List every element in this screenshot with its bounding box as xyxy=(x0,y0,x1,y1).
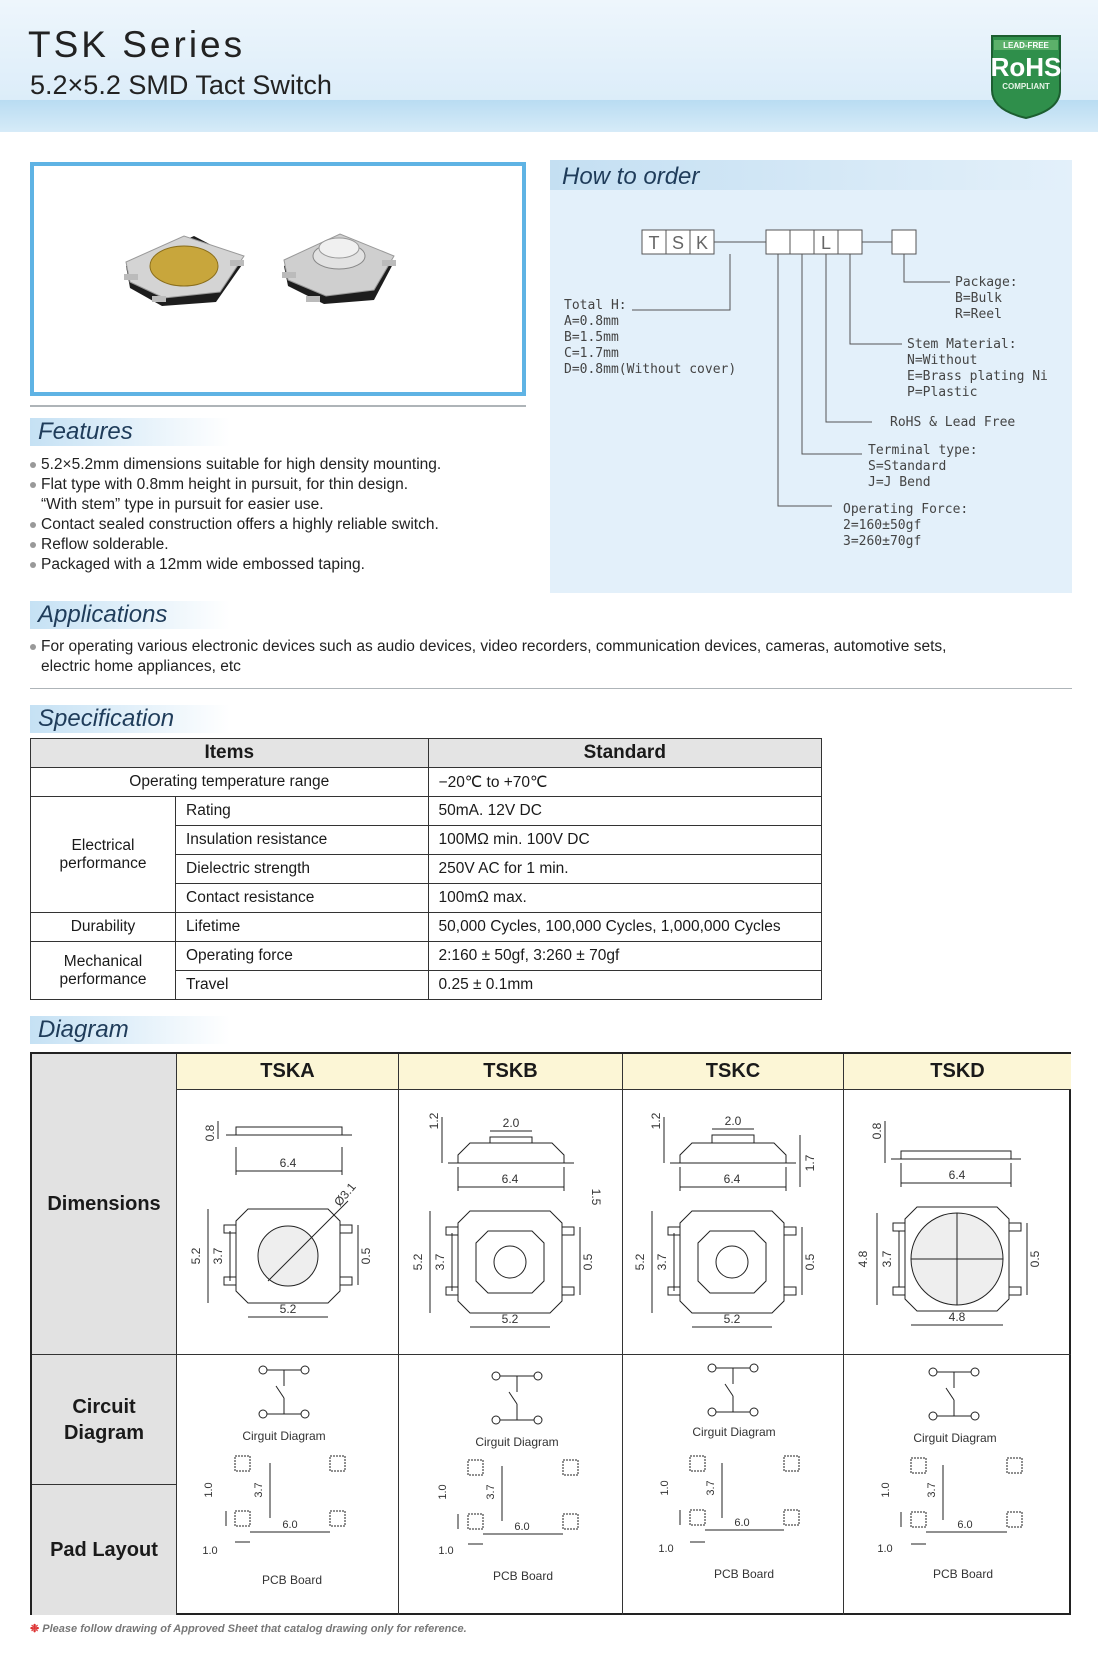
svg-text:6.4: 6.4 xyxy=(279,1156,297,1170)
features-title: Features xyxy=(30,418,230,446)
svg-text:6.4: 6.4 xyxy=(501,1172,519,1186)
feature-item: 5.2×5.2mm dimensions suitable for high density mounting. xyxy=(30,455,510,475)
svg-text:4.8: 4.8 xyxy=(856,1250,870,1268)
svg-text:6.0: 6.0 xyxy=(734,1517,750,1529)
tskc-circuit-pad-drawing xyxy=(624,1356,843,1613)
terminal-type-legend: Terminal type: S=Standard J=J Bend xyxy=(868,443,978,490)
diagram-title: Diagram xyxy=(30,1016,230,1044)
model-tskc: TSKC xyxy=(623,1054,844,1090)
table-row: Insulation resistance 100MΩ min. 100V DC xyxy=(31,826,822,855)
svg-text:K: K xyxy=(695,233,709,253)
svg-text:0.5: 0.5 xyxy=(803,1253,817,1271)
product-photo xyxy=(30,162,526,396)
svg-text:PCB Board: PCB Board xyxy=(492,1569,554,1583)
table-row: Electrical performance Rating 50mA. 12V DC xyxy=(31,797,822,826)
svg-text:LEAD-FREE: LEAD-FREE xyxy=(1003,41,1049,50)
svg-text:3.7: 3.7 xyxy=(433,1253,447,1271)
features-list xyxy=(30,455,510,575)
svg-text:3.7: 3.7 xyxy=(253,1482,265,1498)
model-tskb: TSKB xyxy=(399,1054,623,1090)
svg-text:PCB Board: PCB Board xyxy=(713,1567,775,1581)
svg-text:Ø3.1: Ø3.1 xyxy=(331,1179,359,1209)
model-tskd: TSKD xyxy=(844,1054,1071,1090)
tskb-circuit-pad-drawing xyxy=(400,1356,622,1613)
svg-text:1.0: 1.0 xyxy=(659,1480,671,1496)
divider xyxy=(30,405,526,407)
how-to-order-panel xyxy=(550,160,1072,593)
svg-text:3.7: 3.7 xyxy=(926,1482,938,1498)
tska-circuit-pad-drawing xyxy=(178,1356,398,1613)
spec-header-items: Items xyxy=(31,739,429,768)
diagram-grid xyxy=(30,1052,1071,1615)
table-row: Contact resistance 100mΩ max. xyxy=(31,884,822,913)
applications-text: For operating various electronic devices such as audio devices, video recorders, communication devices, cameras, automotive sets, electric home appliances, etc xyxy=(30,637,1070,677)
spec-header-standard: Standard xyxy=(428,739,821,768)
svg-text:2.0: 2.0 xyxy=(724,1114,742,1128)
svg-text:6.0: 6.0 xyxy=(957,1519,973,1531)
svg-text:3.7: 3.7 xyxy=(655,1253,669,1271)
page-subtitle: 5.2×5.2 SMD Tact Switch xyxy=(30,70,332,100)
tskd-dimension-drawing xyxy=(845,1091,1070,1353)
svg-text:6.4: 6.4 xyxy=(723,1172,741,1186)
svg-text:Cirguit Diagram: Cirguit Diagram xyxy=(242,1429,326,1443)
table-row: Operating temperature range −20℃ to +70℃ xyxy=(31,768,822,797)
svg-text:5.2: 5.2 xyxy=(279,1302,297,1316)
svg-text:0.5: 0.5 xyxy=(1028,1250,1042,1268)
tskd-circuit-pad-drawing xyxy=(845,1356,1070,1613)
page-header xyxy=(0,0,1098,132)
svg-text:1.0: 1.0 xyxy=(203,1482,215,1498)
row-label-circuit: Circuit Diagram xyxy=(32,1355,177,1485)
how-to-order-title: How to order xyxy=(562,163,700,190)
svg-text:3.7: 3.7 xyxy=(211,1247,225,1265)
svg-text:5.2: 5.2 xyxy=(633,1253,647,1271)
svg-text:1.0: 1.0 xyxy=(202,1545,218,1557)
svg-text:0.5: 0.5 xyxy=(581,1253,595,1271)
svg-text:L: L xyxy=(820,233,832,253)
svg-text:S: S xyxy=(671,233,685,253)
table-row: Dielectric strength 250V AC for 1 min. xyxy=(31,855,822,884)
svg-text:5.2: 5.2 xyxy=(723,1312,741,1326)
svg-text:0.5: 0.5 xyxy=(359,1247,373,1265)
svg-text:3.7: 3.7 xyxy=(705,1480,717,1496)
feature-item: Contact sealed construction offers a highly reliable switch. xyxy=(30,515,510,535)
stem-material-legend: Stem Material: N=Without E=Brass plating Ni P=Plastic xyxy=(907,337,1048,400)
svg-text:6.4: 6.4 xyxy=(948,1168,966,1182)
svg-text:1.7: 1.7 xyxy=(803,1154,817,1172)
svg-text:RoHS: RoHS xyxy=(990,52,1062,82)
svg-text:1.5: 1.5 xyxy=(589,1188,603,1206)
svg-text:6.0: 6.0 xyxy=(514,1521,530,1533)
rohs-legend: RoHS & Lead Free xyxy=(890,415,1016,430)
svg-text:Cirguit Diagram: Cirguit Diagram xyxy=(475,1435,559,1449)
rohs-badge-icon xyxy=(988,32,1064,120)
footnote: ❉ Please follow drawing of Approved Sheet that catalog drawing only for reference. xyxy=(30,1623,467,1635)
row-label-dimensions: Dimensions xyxy=(32,1054,177,1355)
tska-dimension-drawing xyxy=(178,1091,398,1353)
feature-item: Packaged with a 12mm wide embossed taping. xyxy=(30,555,510,575)
svg-text:5.2: 5.2 xyxy=(501,1312,519,1326)
specification-table xyxy=(30,738,822,1000)
tskc-dimension-drawing xyxy=(624,1091,843,1353)
row-label-pad: Pad Layout xyxy=(32,1485,177,1615)
svg-text:0.8: 0.8 xyxy=(870,1122,884,1140)
operating-force-legend: Operating Force: 2=160±50gf 3=260±70gf xyxy=(843,502,969,549)
divider xyxy=(30,688,1072,689)
svg-text:Cirguit Diagram: Cirguit Diagram xyxy=(913,1431,997,1445)
svg-text:5.2: 5.2 xyxy=(189,1247,203,1265)
svg-text:2.0: 2.0 xyxy=(502,1116,520,1130)
package-legend: Package: B=Bulk R=Reel xyxy=(955,275,1018,322)
svg-text:1.0: 1.0 xyxy=(658,1543,674,1555)
svg-text:1.0: 1.0 xyxy=(437,1484,449,1500)
svg-text:PCB Board: PCB Board xyxy=(261,1573,323,1587)
table-row: Mechanical performance Operating force 2:160 ± 50gf, 3:260 ± 70gf xyxy=(31,942,822,971)
page-title: TSK Series xyxy=(28,24,246,65)
svg-text:4.8: 4.8 xyxy=(948,1310,966,1324)
model-tska: TSKA xyxy=(177,1054,399,1090)
svg-text:5.2: 5.2 xyxy=(411,1253,425,1271)
table-row: Durability Lifetime 50,000 Cycles, 100,000 Cycles, 1,000,000 Cycles xyxy=(31,913,822,942)
svg-text:3.7: 3.7 xyxy=(485,1484,497,1500)
svg-text:COMPLIANT: COMPLIANT xyxy=(1002,82,1050,91)
svg-text:1.0: 1.0 xyxy=(880,1482,892,1498)
feature-item: Reflow solderable. xyxy=(30,535,510,555)
svg-text:6.0: 6.0 xyxy=(282,1519,298,1531)
specification-title: Specification xyxy=(30,705,230,733)
table-row: Travel 0.25 ± 0.1mm xyxy=(31,971,822,1000)
svg-text:3.7: 3.7 xyxy=(880,1250,894,1268)
total-height-legend: Total H: A=0.8mm B=1.5mm C=1.7mm D=0.8mm(Without cover) xyxy=(564,298,737,377)
svg-text:0.8: 0.8 xyxy=(203,1124,217,1142)
svg-text:1.2: 1.2 xyxy=(427,1112,441,1130)
feature-item: “With stem” type in pursuit for easier use. xyxy=(41,496,324,513)
tskb-dimension-drawing xyxy=(400,1091,622,1353)
feature-item: Flat type with 0.8mm height in pursuit, for thin design. xyxy=(30,475,510,495)
svg-text:Cirguit Diagram: Cirguit Diagram xyxy=(692,1425,776,1439)
svg-text:1.0: 1.0 xyxy=(877,1543,893,1555)
applications-title: Applications xyxy=(30,601,230,629)
svg-text:PCB Board: PCB Board xyxy=(932,1567,994,1581)
svg-text:1.2: 1.2 xyxy=(649,1112,663,1130)
svg-text:T: T xyxy=(648,233,660,253)
svg-text:1.0: 1.0 xyxy=(438,1545,454,1557)
switch-photo-image xyxy=(34,166,522,392)
